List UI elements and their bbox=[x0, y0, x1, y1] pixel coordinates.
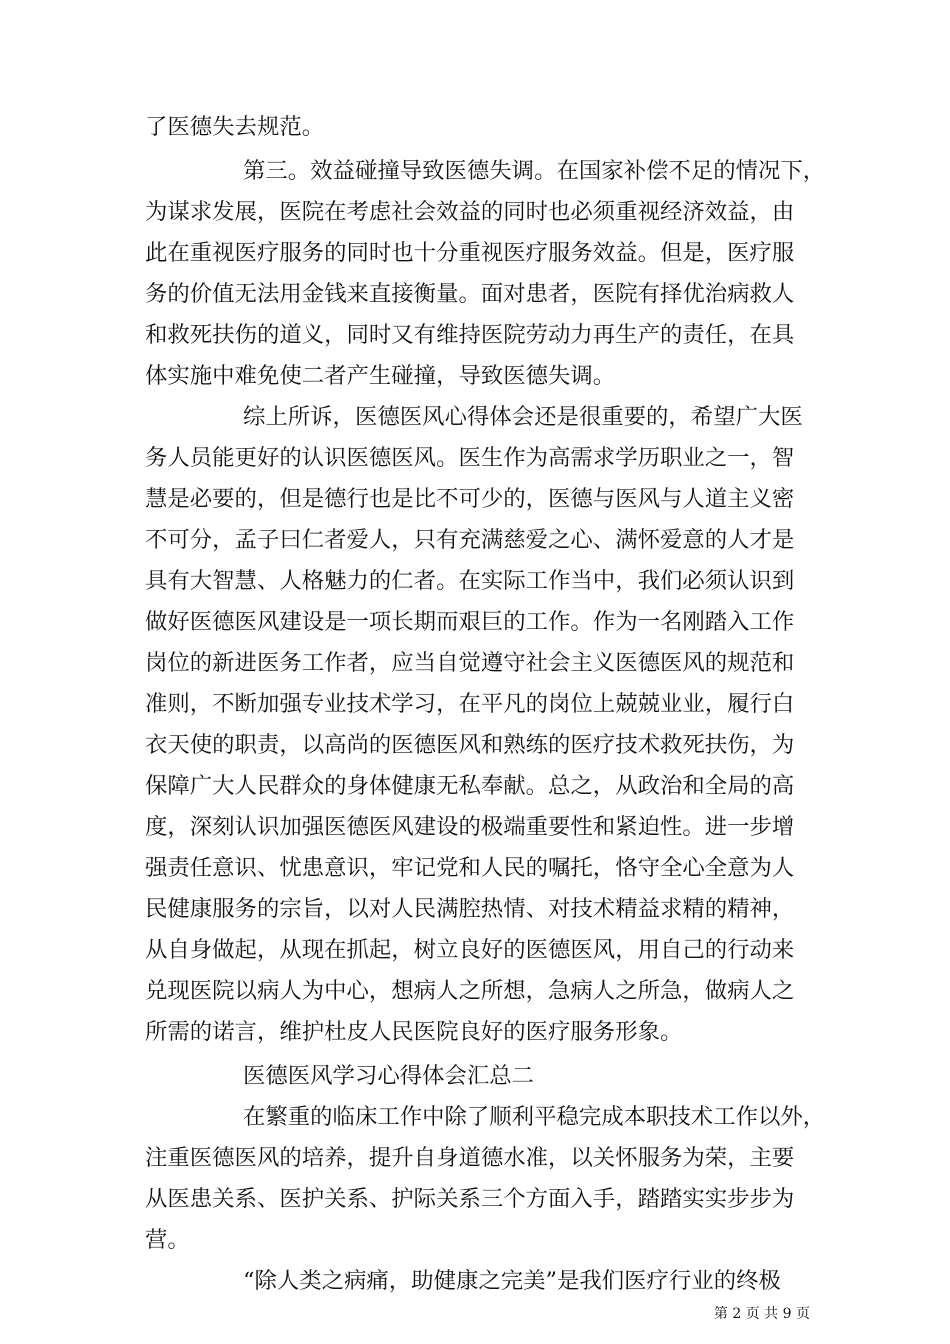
text-line: 强责任意识、忧患意识，牢记党和人民的嘱托，恪守全心全意为人 bbox=[145, 855, 795, 881]
text-line: 保障广大人民群众的身体健康无私奉献。总之，从政治和全局的高 bbox=[145, 773, 795, 799]
text-line: “除人类之病痛，助健康之完美”是我们医疗行业的终极 bbox=[243, 1268, 781, 1294]
text-line: 综上所诉，医德医风心得体会还是很重要的，希望广大医 bbox=[243, 404, 803, 430]
text-line: 在繁重的临床工作中除了顺利平稳完成本职技术工作以外， bbox=[243, 1104, 826, 1130]
text-line: 所需的诺言，维护杜皮人民医院良好的医疗服务形象。 bbox=[145, 1019, 683, 1045]
text-line: 注重医德医风的培养，提升自身道德水准，以关怀服务为荣，主要 bbox=[145, 1145, 795, 1171]
text-line: 体实施中难免使二者产生碰撞，导致医德失调。 bbox=[145, 363, 616, 389]
text-line: 和救死扶伤的道义，同时又有维持医院劳动力再生产的责任，在具 bbox=[145, 322, 795, 348]
text-line: 从自身做起，从现在抓起，树立良好的医德医风，用自己的行动来 bbox=[145, 937, 795, 963]
text-line: 衣天使的职责，以高尚的医德医风和熟练的医疗技术救死扶伤，为 bbox=[145, 732, 795, 758]
text-line: 准则，不断加强专业技术学习，在平凡的岗位上兢兢业业，履行白 bbox=[145, 691, 795, 717]
text-line: 务人员能更好的认识医德医风。医生作为高需求学历职业之一，智 bbox=[145, 445, 795, 471]
text-line: 务的价值无法用金钱来直接衡量。面对患者，医院有择优治病救人 bbox=[145, 281, 795, 307]
text-line: 营。 bbox=[145, 1227, 190, 1253]
text-line: 做好医德医风建设是一项长期而艰巨的工作。作为一名刚踏入工作 bbox=[145, 609, 795, 635]
text-line: 度，深刻认识加强医德医风建设的极端重要性和紧迫性。进一步增 bbox=[145, 814, 795, 840]
text-line: 岗位的新进医务工作者，应当自觉遵守社会主义医德医风的规范和 bbox=[145, 650, 795, 676]
text-line: 此在重视医疗服务的同时也十分重视医疗服务效益。但是，医疗服 bbox=[145, 240, 795, 266]
text-line: 兑现医院以病人为中心，想病人之所想，急病人之所急，做病人之 bbox=[145, 978, 795, 1004]
text-line: 民健康服务的宗旨，以对人民满腔热情、对技术精益求精的精神， bbox=[145, 896, 795, 922]
text-line: 第三。效益碰撞导致医德失调。在国家补偿不足的情况下， bbox=[243, 158, 826, 184]
text-line: 为谋求发展，医院在考虑社会效益的同时也必须重视经济效益，由 bbox=[145, 199, 795, 225]
text-line: 慧是必要的，但是德行也是比不可少的，医德与医风与人道主义密 bbox=[145, 486, 795, 512]
text-line: 具有大智慧、人格魅力的仁者。在实际工作当中，我们必须认识到 bbox=[145, 568, 795, 594]
page-number: 第 2 页 共 9 页 bbox=[713, 1306, 810, 1322]
text-line: 不可分，孟子曰仁者爱人，只有充满慈爱之心、满怀爱意的人才是 bbox=[145, 527, 795, 553]
text-line: 从医患关系、医护关系、护际关系三个方面入手，踏踏实实步步为 bbox=[145, 1186, 795, 1212]
text-line: 了医德失去规范。 bbox=[145, 114, 325, 140]
section-heading: 医德医风学习心得体会汇总二 bbox=[243, 1063, 535, 1089]
